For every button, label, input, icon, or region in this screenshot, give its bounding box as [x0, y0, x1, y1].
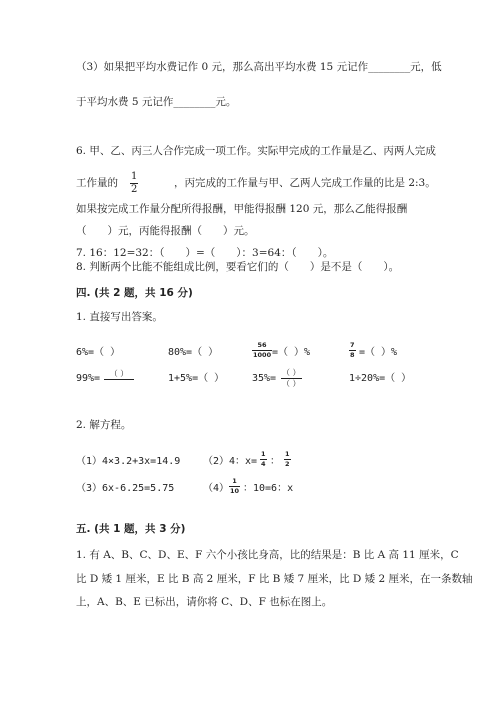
oral-calc-d-fraction [349, 342, 356, 358]
oral-calc-e-fraction [104, 370, 134, 389]
fraction-numerator: 56 [257, 341, 267, 349]
fraction-denominator [104, 379, 134, 389]
oral-calc-e-prefix: 99%= [76, 373, 101, 384]
fraction-numerator: （ ） [282, 368, 301, 377]
equation-2-colon: ： [270, 456, 280, 467]
oral-calc-g-prefix: 35%= [252, 373, 277, 384]
question-6-line-1: 6. 甲、乙、丙三人合作完成一项工作。实际甲完成的工作量是乙、丙两人完成 [76, 145, 436, 157]
fraction-numerator: 7 [350, 341, 355, 349]
fraction-denominator: 4 [261, 459, 266, 468]
equation-2-prefix: （2）4：x= [203, 456, 258, 467]
question-3-line-2: 于平均水费 5 元记作________元。 [76, 96, 237, 108]
oral-calc-a: 6%=（ ） [76, 347, 121, 358]
equation-2-fraction-1 [260, 451, 267, 467]
fraction-denominator: 8 [350, 350, 355, 359]
fraction-denominator: 2 [131, 184, 138, 195]
oral-calc-c-fraction [252, 342, 272, 358]
fraction-numerator: 1 [232, 477, 237, 485]
fraction-denominator: 1000 [253, 350, 272, 359]
question-6-line-3: 如果按完成工作量分配所得报酬，甲能得报酬 120 元，那么乙能得报酬 [76, 203, 408, 215]
fraction-one-half [130, 172, 138, 195]
equation-2-fraction-2 [284, 451, 291, 467]
section-5-line-2: 比 D 矮 1 厘米，E 比 B 高 2 厘米，F 比 B 矮 7 厘米，比 D 矮 2 厘米，在一条数轴 [76, 573, 473, 585]
equation-1: （1）4×3.2+3x=14.9 [76, 456, 181, 467]
oral-calc-b: 80%=（ ） [168, 347, 219, 358]
fraction-denominator: 10 [230, 486, 240, 495]
fraction-numerator: 1 [285, 450, 290, 458]
equation-3: （3）6x-6.25=5.75 [76, 483, 175, 494]
section-4-title: 四. (共 2 题，共 16 分) [76, 287, 193, 299]
oral-calc-g-fraction [281, 369, 302, 388]
oral-calc-f: 1+5%=（ ） [168, 373, 225, 384]
question-6-line-2b: ，丙完成的工作量与甲、乙两人完成工作量的比是 2:3。 [174, 177, 436, 189]
oral-calc-c-rest: =（ ）% [272, 347, 311, 358]
question-6-line-4: （ ）元，丙能得报酬（ ）元。 [76, 225, 255, 237]
fraction-denominator: （ ） [282, 379, 301, 388]
question-6-line-2a: 工作量的 [76, 177, 118, 189]
fraction-numerator: 1 [261, 450, 266, 458]
section-5-line-3: 上，A、B、E 已标出，请你将 C、D、F 也标在图上。 [76, 596, 333, 608]
fraction-denominator: 2 [285, 459, 290, 468]
question-3-line-1: （3）如果把平均水费记作 0 元，那么高出平均水费 15 元记作________元，低 [76, 61, 442, 73]
equation-4-prefix: （4） [203, 483, 230, 494]
section-4-question-2: 2. 解方程。 [76, 419, 132, 431]
question-8: 8. 判断两个比能不能组成比例，要看它们的（ ）是不是（ ）。 [76, 261, 400, 273]
section-5-title: 五. (共 1 题，共 3 分) [76, 523, 186, 535]
fraction-numerator: （ ） [109, 369, 129, 378]
equation-4-fraction [229, 478, 240, 494]
question-7: 7. 16：12=32：（ ）=（ ）：3=64：（ ）。 [76, 247, 334, 259]
equation-4-rest: ：10=6：x [243, 483, 294, 494]
oral-calc-d-rest: =（ ）% [359, 347, 398, 358]
section-5-line-1: 1. 有 A、B、C、D、E、F 六个小孩比身高，比的结果是：B 比 A 高 11 厘米，C [76, 549, 459, 561]
fraction-numerator: 1 [131, 171, 138, 182]
oral-calc-h: 1÷20%=（ ） [349, 373, 412, 384]
section-4-question-1: 1. 直接写出答案。 [76, 311, 163, 323]
